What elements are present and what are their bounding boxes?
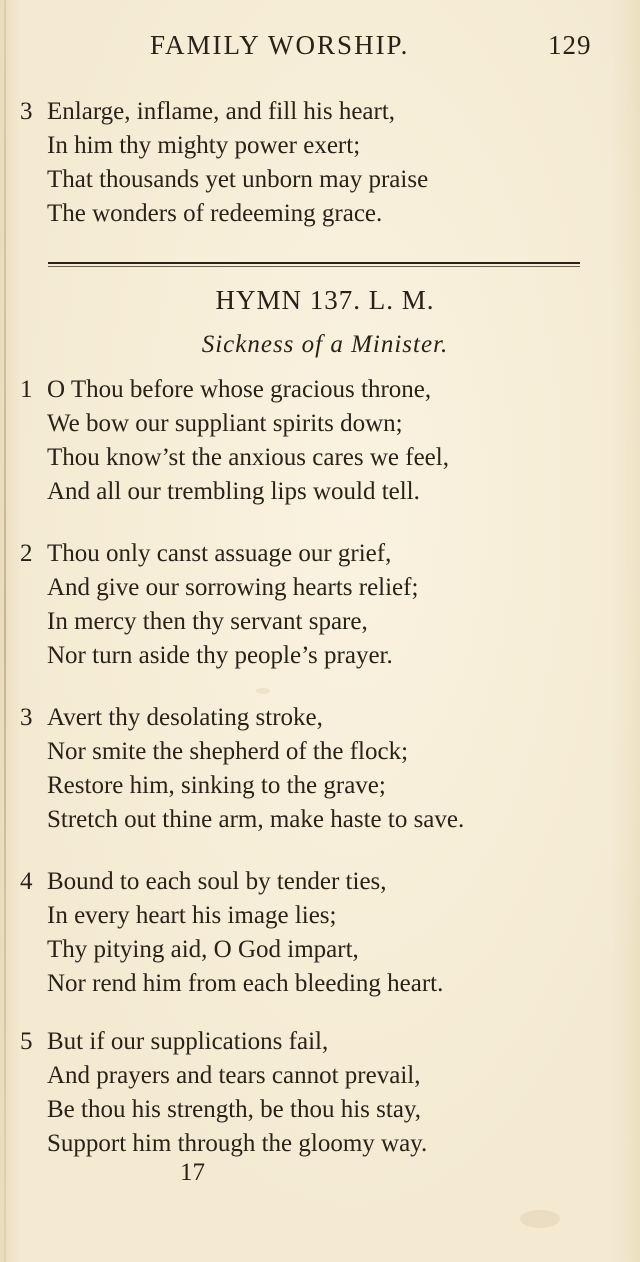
signature-mark: 17 [180, 1159, 205, 1186]
verse-line [20, 605, 620, 639]
verse-line [20, 1059, 620, 1093]
stanza-3 [20, 701, 620, 837]
section-divider-thin [48, 266, 580, 267]
verse-text: Thou only canst assuage our grief, [47, 540, 392, 567]
verse-text: And give our sorrowing hearts relief; [47, 574, 419, 601]
verse-text: Stretch out thine arm, make haste to save. [47, 806, 465, 833]
verse-text: In mercy then thy servant spare, [47, 608, 368, 635]
verse-line [20, 407, 620, 441]
section-divider [48, 262, 580, 264]
verse-line [20, 967, 620, 1001]
verse-text: Nor rend him from each bleeding heart. [47, 970, 444, 997]
verse-line [20, 537, 620, 571]
stanza-2 [20, 537, 620, 673]
verse-line [20, 1093, 620, 1127]
verse-text: Support him through the gloomy way. [47, 1130, 428, 1157]
verse-line [20, 571, 620, 605]
verse-line [20, 639, 620, 673]
verse-line [20, 95, 620, 129]
verse-text: Thou know’st the anxious cares we feel, [47, 444, 449, 471]
verse-text: That thousands yet unborn may praise [47, 166, 429, 193]
verse-text: Nor turn aside thy people’s prayer. [47, 642, 393, 669]
verse-line [20, 899, 620, 933]
verse-line [20, 197, 620, 231]
stanza-number: 3 [20, 704, 33, 731]
verse-text: Be thou his strength, be thou his stay, [47, 1096, 422, 1123]
verse-text: We bow our suppliant spirits down; [47, 410, 403, 437]
stanza-5 [20, 1025, 620, 1161]
verse-line [20, 129, 620, 163]
verse-text: And prayers and tears cannot prevail, [47, 1062, 421, 1089]
verse-text: In every heart his image lies; [47, 902, 337, 929]
verse-line [20, 769, 620, 803]
page-number: 129 [548, 30, 592, 60]
verse-line [20, 163, 620, 197]
verse-text: Restore him, sinking to the grave; [47, 772, 386, 799]
verse-text: But if our supplications fail, [47, 1028, 329, 1055]
verse-line [20, 865, 620, 899]
verse-line [20, 933, 620, 967]
paper-stain [520, 1210, 560, 1228]
stanza-number: 3 [20, 98, 33, 125]
verse-text: And all our trembling lips would tell. [47, 478, 420, 505]
verse-text: Enlarge, inflame, and fill his heart, [47, 98, 396, 125]
verse-line [20, 701, 620, 735]
verse-text: In him thy mighty power exert; [47, 132, 361, 159]
verse-line [20, 1127, 620, 1161]
verse-line [20, 735, 620, 769]
verse-line [20, 803, 620, 837]
running-title: FAMILY WORSHIP. [150, 30, 410, 60]
hymn-title: HYMN 137. L. M. [215, 285, 435, 315]
previous-hymn-stanza-3 [20, 95, 620, 231]
verse-text: O Thou before whose gracious throne, [47, 376, 432, 403]
verse-line [20, 475, 620, 509]
stanza-number: 4 [20, 868, 33, 895]
stanza-number: 2 [20, 540, 33, 567]
verse-text: Nor smite the shepherd of the flock; [47, 738, 409, 765]
verse-text: Bound to each soul by tender ties, [47, 868, 387, 895]
paper-stain [256, 688, 270, 694]
hymn-subtitle: Sickness of a Minister. [201, 331, 449, 358]
verse-text: Thy pitying aid, O God impart, [47, 936, 359, 963]
verse-line [20, 441, 620, 475]
verse-line [20, 373, 620, 407]
verse-text: Avert thy desolating stroke, [47, 704, 323, 731]
stanza-number: 5 [20, 1028, 33, 1055]
stanza-1 [20, 373, 620, 509]
stanza-number: 1 [20, 376, 33, 403]
verse-line [20, 1025, 620, 1059]
page-gutter [4, 0, 6, 1262]
stanza-4 [20, 865, 620, 1001]
verse-text: The wonders of redeeming grace. [47, 200, 383, 227]
